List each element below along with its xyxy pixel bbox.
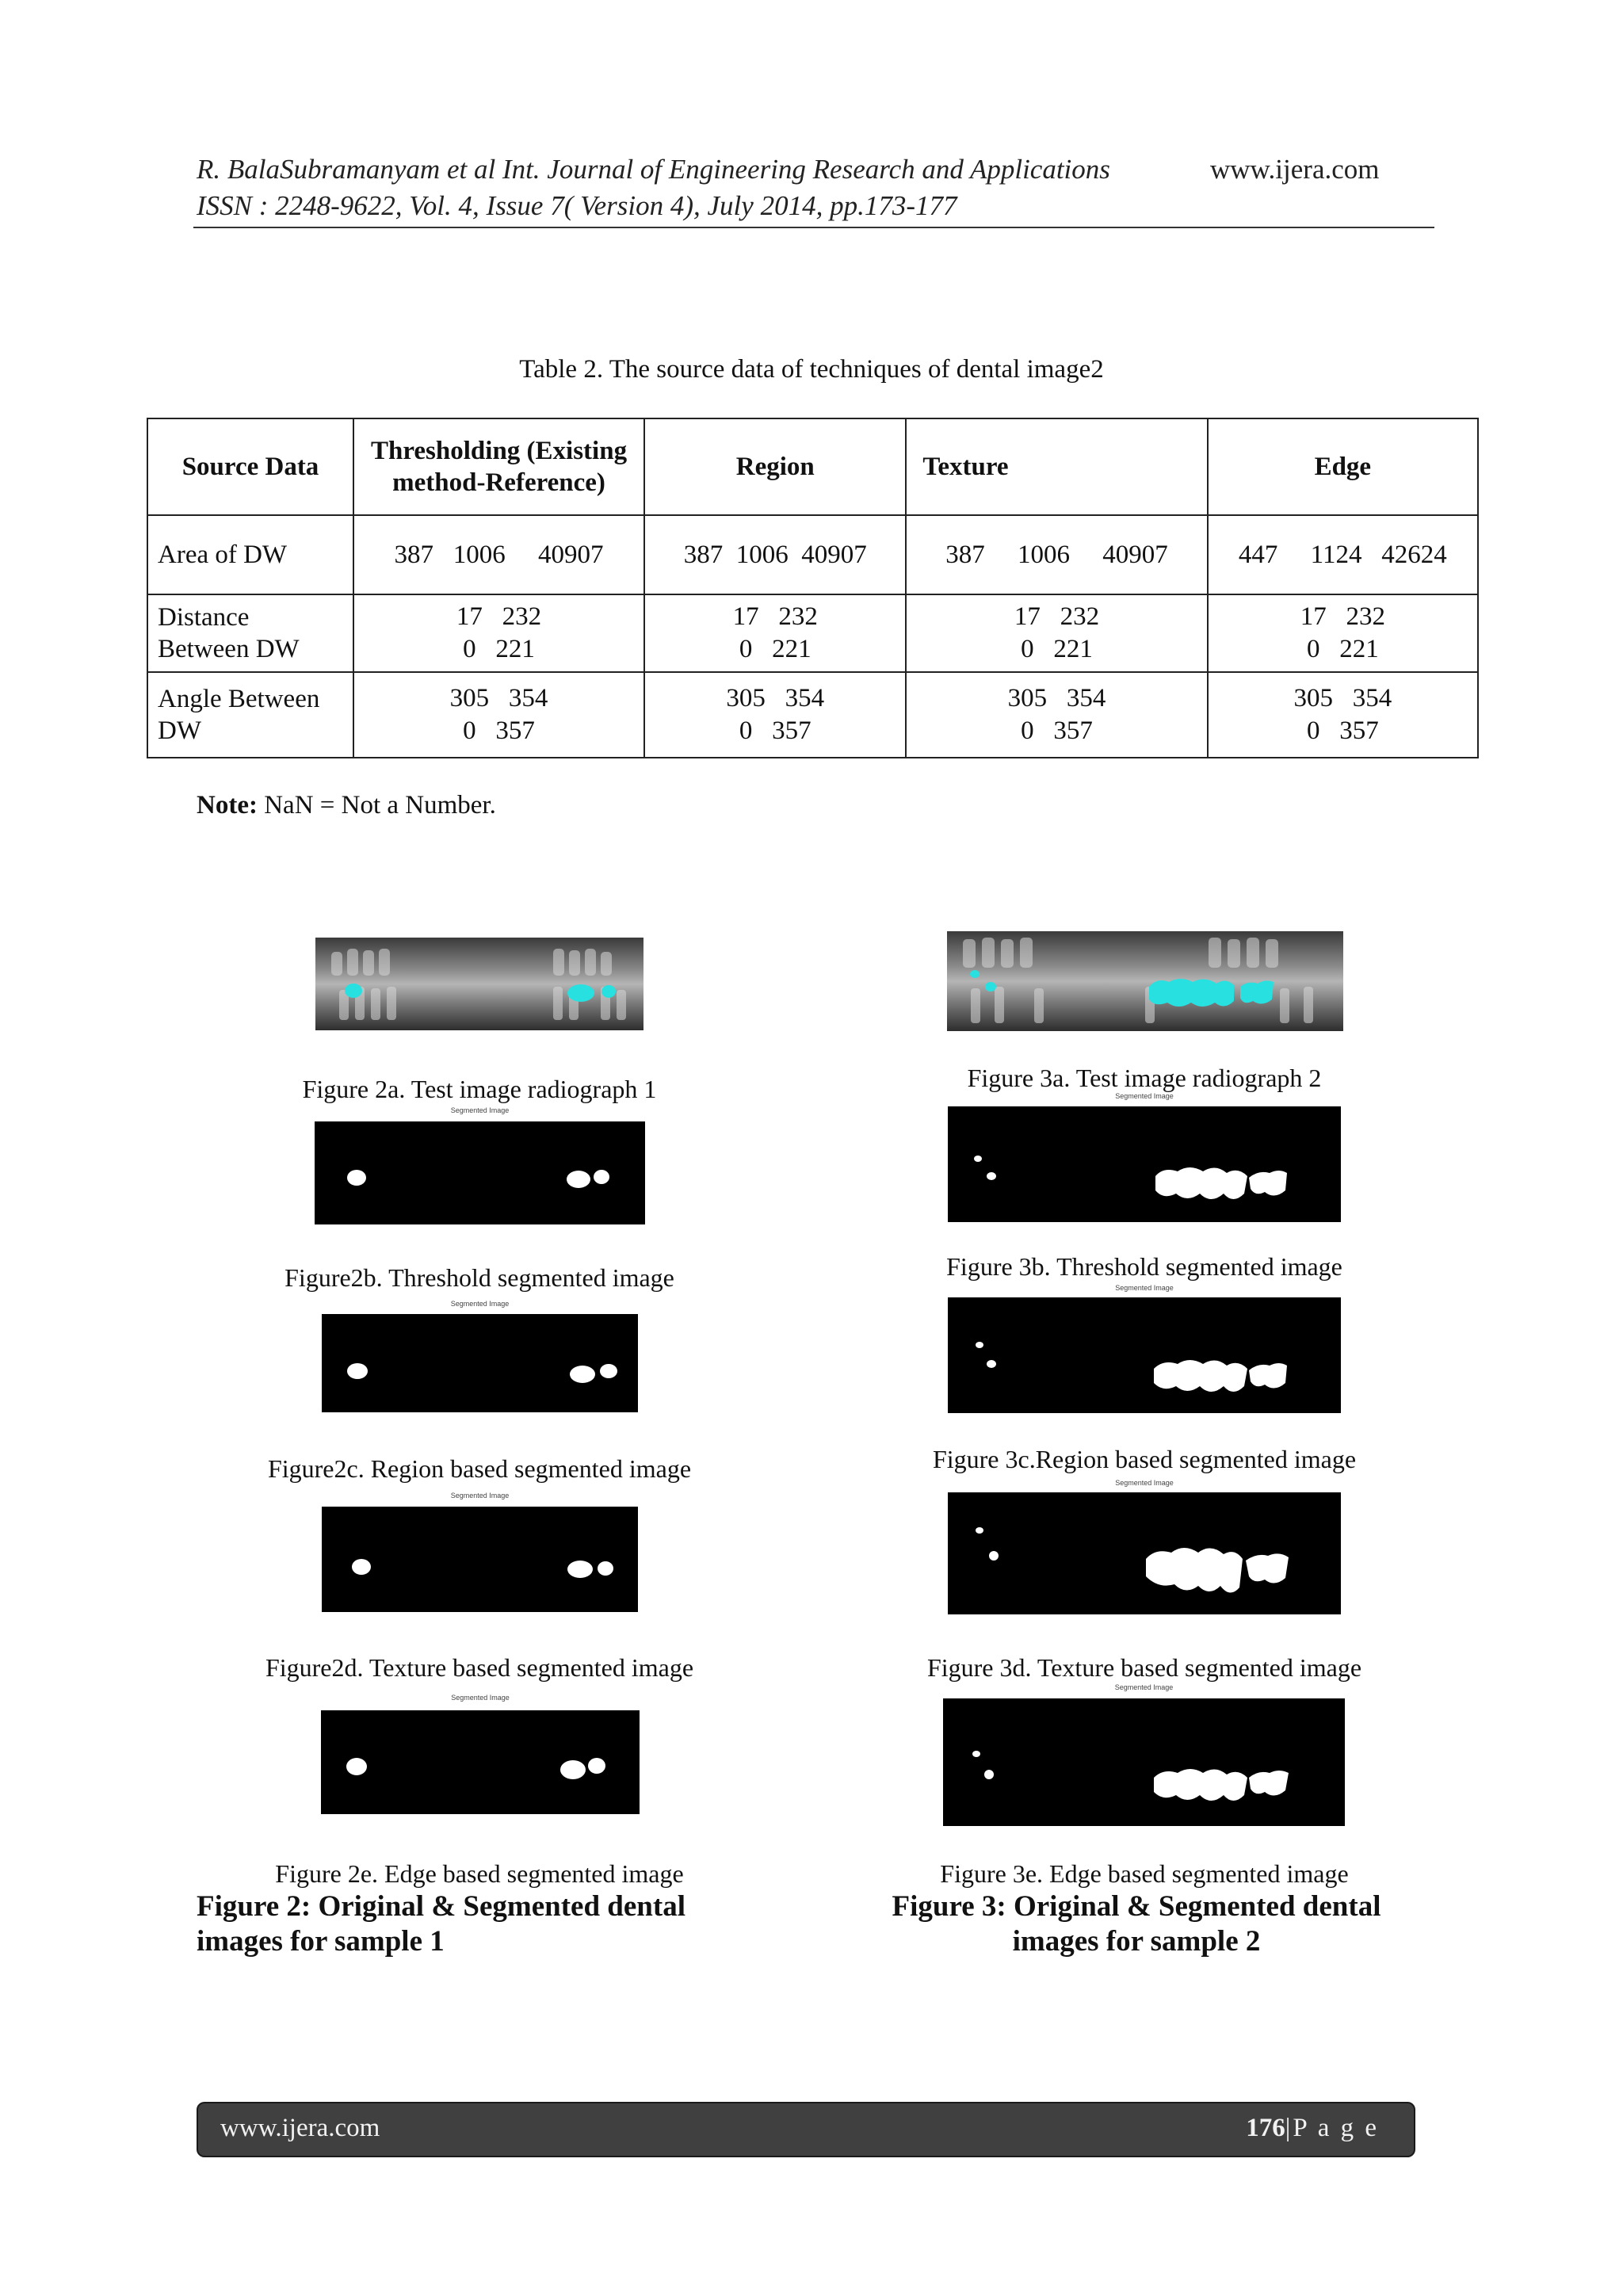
journal-header-line1: R. BalaSubramanyam et al Int. Journal of Engineering Research and Applications bbox=[197, 154, 1110, 185]
table-row bbox=[147, 672, 1478, 758]
radiograph-1-teeth-graphic bbox=[315, 938, 643, 1030]
figure-3d-caption: Figure 3d. Texture based segmented image bbox=[926, 1653, 1362, 1682]
header-texture: Texture bbox=[906, 418, 1207, 515]
table-cell: 17 232 0 221 bbox=[906, 594, 1207, 672]
table-cell: 387 1006 40907 bbox=[353, 515, 644, 594]
figure-2d-caption: Figure2d. Texture based segmented image bbox=[265, 1653, 694, 1682]
table-cell: 387 1006 40907 bbox=[906, 515, 1207, 594]
figure-3-title-line1: Figure 3: Original & Segmented dental bbox=[892, 1890, 1381, 1923]
segmented-blobs bbox=[948, 1297, 1341, 1413]
table-row bbox=[147, 515, 1478, 594]
radiograph-2-teeth-graphic bbox=[947, 931, 1343, 1031]
row-label: Angle Between DW bbox=[147, 672, 353, 758]
segmented-image-title: Segmented Image bbox=[1115, 1479, 1174, 1487]
page-label: |P a g e bbox=[1285, 2114, 1379, 2142]
segmented-image-title: Segmented Image bbox=[1114, 1683, 1174, 1691]
source-data-table bbox=[147, 418, 1479, 758]
page-number-value: 176 bbox=[1246, 2114, 1285, 2142]
figure-2-title-line1: Figure 2: Original & Segmented dental bbox=[197, 1890, 685, 1923]
segmented-image-title: Segmented Image bbox=[450, 1492, 510, 1499]
header-edge: Edge bbox=[1208, 418, 1478, 515]
highlight-region bbox=[1149, 979, 1234, 1007]
journal-website[interactable]: www.ijera.com bbox=[1210, 154, 1380, 185]
segmented-blobs bbox=[948, 1492, 1341, 1614]
figure-2e-caption: Figure 2e. Edge based segmented image bbox=[275, 1859, 684, 1888]
figure-2-title-line2: images for sample 1 bbox=[197, 1925, 445, 1958]
segmented-image-3c bbox=[948, 1297, 1341, 1413]
figure-3-title-line2: images for sample 2 bbox=[1012, 1925, 1261, 1958]
radiograph-2-image bbox=[947, 931, 1343, 1031]
highlight-region bbox=[601, 985, 616, 998]
figure-2-title bbox=[197, 1889, 685, 1959]
table-cell: 305 354 0 357 bbox=[1208, 672, 1478, 758]
header-region: Region bbox=[644, 418, 906, 515]
segmented-blobs bbox=[322, 1507, 638, 1612]
figure-3-title bbox=[867, 1889, 1406, 1959]
page-footer bbox=[197, 2102, 1415, 2157]
journal-header-line2: ISSN : 2248-9622, Vol. 4, Issue 7( Version 4), July 2014, pp.173-177 bbox=[197, 190, 957, 221]
table-cell: 17 232 0 221 bbox=[353, 594, 644, 672]
figure-2b-caption: Figure2b. Threshold segmented image bbox=[285, 1263, 674, 1292]
header-divider bbox=[193, 227, 1434, 228]
table-cell: 305 354 0 357 bbox=[644, 672, 906, 758]
segmented-blobs bbox=[948, 1106, 1341, 1222]
table-header-row bbox=[147, 418, 1478, 515]
figure-2c-caption: Figure2c. Region based segmented image bbox=[267, 1454, 692, 1483]
segmented-image-3e bbox=[943, 1698, 1345, 1826]
segmented-blobs bbox=[315, 1121, 645, 1224]
radiograph-1-image bbox=[315, 938, 643, 1030]
table-cell: 17 232 0 221 bbox=[644, 594, 906, 672]
table-cell: 387 1006 40907 bbox=[644, 515, 906, 594]
figure-3b-caption: Figure 3b. Threshold segmented image bbox=[946, 1252, 1342, 1281]
segmented-image-3d bbox=[948, 1492, 1341, 1614]
table-cell: 17 232 0 221 bbox=[1208, 594, 1478, 672]
segmented-image-2b bbox=[315, 1121, 645, 1224]
note-label: Note: bbox=[197, 791, 258, 819]
figure-3c-caption: Figure 3c.Region based segmented image bbox=[932, 1445, 1357, 1473]
table-note bbox=[197, 791, 496, 820]
segmented-image-title: Segmented Image bbox=[451, 1694, 510, 1702]
highlight-region bbox=[1240, 980, 1274, 1003]
footer-website[interactable]: www.ijera.com bbox=[220, 2114, 380, 2142]
table-cell: 447 1124 42624 bbox=[1208, 515, 1478, 594]
figure-2a-caption: Figure 2a. Test image radiograph 1 bbox=[302, 1075, 657, 1103]
highlight-region bbox=[970, 970, 980, 978]
segmented-image-title: Segmented Image bbox=[1115, 1284, 1174, 1292]
table-row bbox=[147, 594, 1478, 672]
segmented-image-title: Segmented Image bbox=[450, 1106, 510, 1114]
segmented-blobs bbox=[322, 1314, 638, 1412]
table-cell: 305 354 0 357 bbox=[353, 672, 644, 758]
table-caption: Table 2. The source data of techniques of dental image2 bbox=[519, 355, 1104, 384]
highlight-region bbox=[985, 982, 996, 991]
segmented-blobs bbox=[943, 1698, 1345, 1826]
segmented-image-2d bbox=[322, 1507, 638, 1612]
table-cell: 305 354 0 357 bbox=[906, 672, 1207, 758]
header-thresholding: Thresholding (Existing method-Reference) bbox=[353, 418, 644, 515]
segmented-image-2e bbox=[321, 1710, 640, 1814]
segmented-image-2c bbox=[322, 1314, 638, 1412]
highlight-region bbox=[567, 984, 594, 1002]
highlight-region bbox=[345, 984, 362, 998]
segmented-image-3b bbox=[948, 1106, 1341, 1222]
note-text: NaN = Not a Number. bbox=[257, 791, 496, 819]
segmented-blobs bbox=[321, 1710, 640, 1814]
row-label: Distance Between DW bbox=[147, 594, 353, 672]
figure-3a-caption: Figure 3a. Test image radiograph 2 bbox=[967, 1064, 1322, 1092]
page-number bbox=[1246, 2114, 1379, 2143]
segmented-image-title: Segmented Image bbox=[1115, 1092, 1174, 1100]
row-label: Area of DW bbox=[147, 515, 353, 594]
figure-3e-caption: Figure 3e. Edge based segmented image bbox=[940, 1859, 1349, 1888]
segmented-image-title: Segmented Image bbox=[450, 1300, 510, 1308]
header-source-data: Source Data bbox=[147, 418, 353, 515]
